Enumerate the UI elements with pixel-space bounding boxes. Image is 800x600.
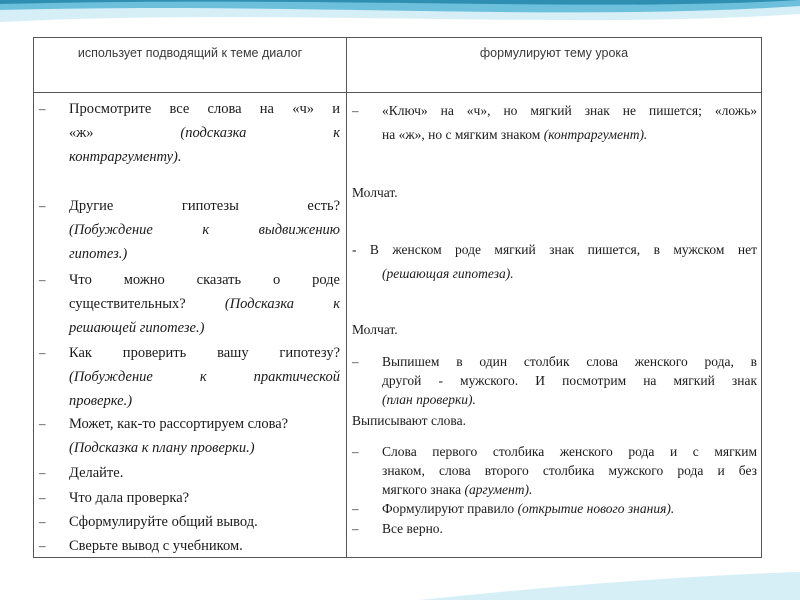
left-item-4-line1: Как проверить вашу гипотезу? xyxy=(69,345,340,361)
left-item-3-line1: Что можно сказать о роде xyxy=(69,272,340,288)
right-item-5-line1: Выпишем в один столбик слова женского рода, в xyxy=(382,354,757,369)
left-item-1-line3: контраргументу). xyxy=(69,149,182,165)
left-item-4-line3: проверке.) xyxy=(69,393,133,409)
bullet: – xyxy=(352,521,359,536)
left-item-5-line2: (Подсказка к плану проверки.) xyxy=(69,440,255,456)
right-item-3-line2: (решающая гипотеза). xyxy=(382,266,514,281)
bullet: – xyxy=(39,490,46,505)
right-item-6: Выписывают слова. xyxy=(352,413,466,428)
header-separator xyxy=(34,92,761,93)
header-students: формулируют тему урока xyxy=(479,46,629,60)
left-item-2-line1: Другие гипотезы есть? xyxy=(69,198,340,214)
right-item-7-line2: знаком, слова второго столбика мужского рода и без xyxy=(382,463,757,478)
right-item-4: Молчат. xyxy=(352,322,398,337)
bullet: – xyxy=(352,354,359,369)
right-item-7-line1: Слова первого столбика женского рода и с мягким xyxy=(382,444,757,459)
left-item-1-line1: Просмотрите все слова на «ч» и xyxy=(69,101,340,117)
column-divider xyxy=(346,38,347,557)
bottom-swoosh xyxy=(420,572,800,600)
right-item-3-line1: - В женском роде мягкий знак пишется, в мужском нет xyxy=(352,242,757,257)
left-item-3-line2: существительных? (Подсказка к xyxy=(69,296,340,312)
header-teacher: использует подводящий к теме диалог xyxy=(77,46,303,60)
bullet: – xyxy=(39,198,46,213)
right-item-7-line3: мягкого знака (аргумент). xyxy=(382,482,533,497)
left-item-2-line3: гипотез.) xyxy=(69,246,128,262)
left-item-7: Что дала проверка? xyxy=(69,490,190,506)
bullet: – xyxy=(352,444,359,459)
left-item-2-line2: (Побуждение к выдвижению xyxy=(69,222,340,238)
left-item-4-line2: (Побуждение к практической xyxy=(69,369,340,385)
bullet: – xyxy=(352,501,359,516)
left-item-3-line3: решающей гипотезе.) xyxy=(69,320,205,336)
right-item-2: Молчат. xyxy=(352,185,398,200)
right-item-9: Все верно. xyxy=(382,521,443,536)
lesson-table xyxy=(33,37,762,558)
bullet: – xyxy=(39,538,46,553)
right-item-8: Формулируют правило (открытие нового знания). xyxy=(382,501,675,516)
bullet: – xyxy=(39,101,46,116)
left-item-9: Сверьте вывод с учебником. xyxy=(69,538,243,554)
bullet: – xyxy=(39,416,46,431)
bullet: – xyxy=(39,514,46,529)
left-item-8: Сформулируйте общий вывод. xyxy=(69,514,258,530)
right-item-5-line2: другой - мужского. И посмотрим на мягкий знак xyxy=(382,373,757,388)
right-item-5-line3: (план проверки). xyxy=(382,392,476,407)
bullet: – xyxy=(39,272,46,287)
bullet: – xyxy=(39,345,46,360)
left-item-1-line2: «ж» (подсказка к xyxy=(69,125,340,141)
left-item-6: Делайте. xyxy=(69,465,124,481)
right-item-1-line2: на «ж», но с мягким знаком (контраргумент). xyxy=(382,127,648,142)
bullet: – xyxy=(39,465,46,480)
left-item-5-line1: Может, как-то рассортируем слова? xyxy=(69,416,289,432)
bullet: – xyxy=(352,103,359,118)
right-item-1-line1: «Ключ» на «ч», но мягкий знак не пишется; «ложь» xyxy=(382,103,757,118)
